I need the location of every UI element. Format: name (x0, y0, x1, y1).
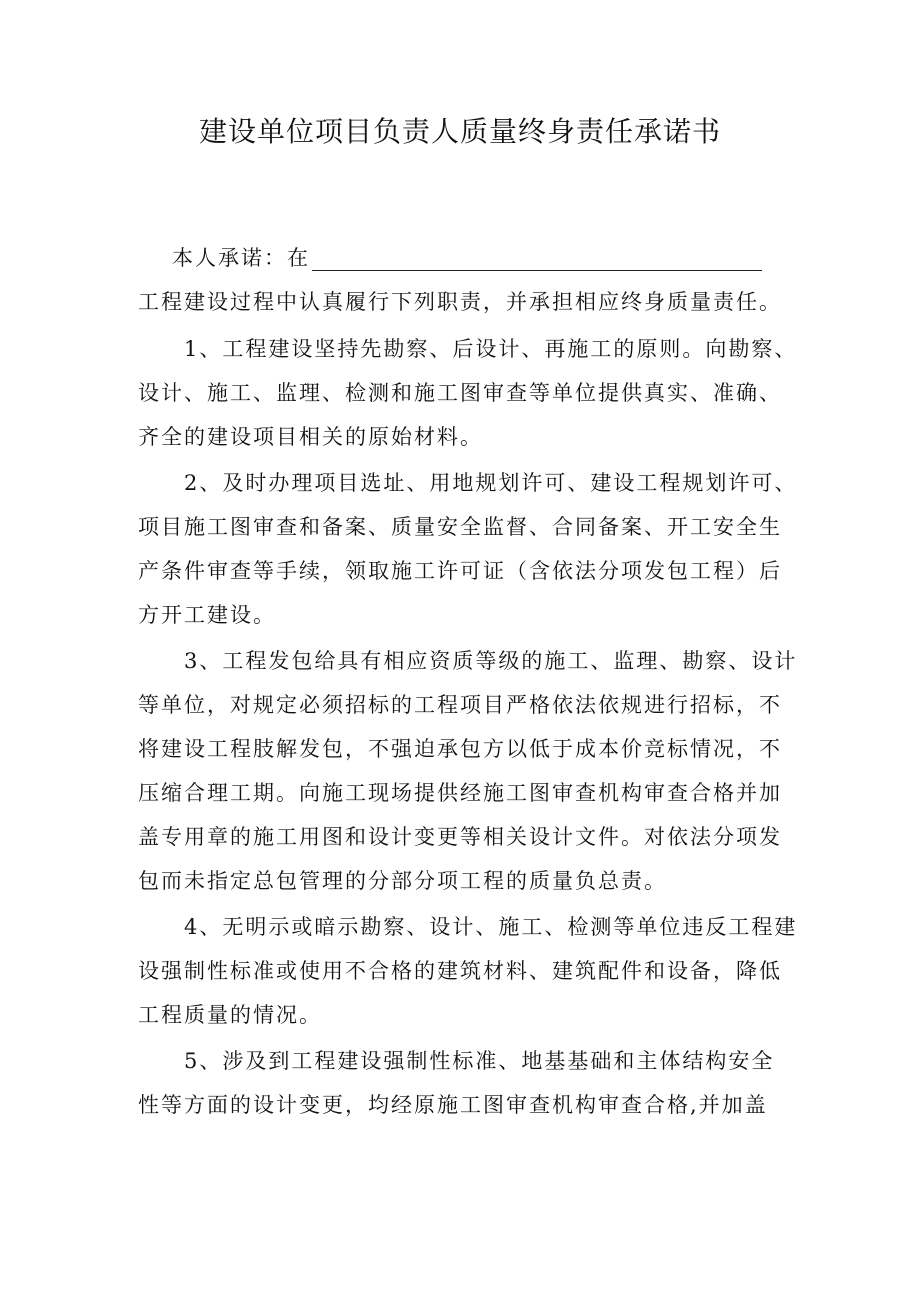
item5-line2: 性等方面的设计变更，均经原施工图审查机构审查合格,并加盖 (138, 1093, 768, 1117)
item3-line4: 压缩合理工期。向施工现场提供经施工图审查机构审查合格并加 (138, 781, 782, 805)
intro-prefix: 本人承诺：在 (172, 246, 310, 270)
item3-line2: 等单位，对规定必须招标的工程项目严格依法依规进行招标，不 (138, 693, 782, 717)
item1-line1: 1、工程建设坚持先勘察、后设计、再施工的原则。向勘察、 (184, 337, 798, 361)
item4-line2: 设强制性标准或使用不合格的建筑材料、建筑配件和设备，降低 (138, 959, 782, 983)
item1-line2: 设计、施工、监理、检测和施工图审查等单位提供真实、准确、 (138, 381, 782, 405)
intro-line (172, 242, 762, 274)
item3-line6: 包而未指定总包管理的分部分项工程的质量负总责。 (138, 869, 667, 893)
item2-line2: 项目施工图审查和备案、质量安全监督、合同备案、开工安全生 (138, 515, 782, 539)
item2-line4: 方开工建设。 (138, 603, 276, 627)
project-name-blank (312, 248, 762, 271)
item3-line5: 盖专用章的施工用图和设计变更等相关设计文件。对依法分项发 (138, 825, 782, 849)
document-title: 建设单位项目负责人质量终身责任承诺书 (198, 115, 721, 148)
item4-line1: 4、无明示或暗示勘察、设计、施工、检测等单位违反工程建 (184, 915, 798, 939)
item2-line1: 2、及时办理项目选址、用地规划许可、建设工程规划许可、 (184, 471, 798, 495)
item1-line3: 齐全的建设项目相关的原始材料。 (138, 425, 483, 449)
item4-line3: 工程质量的情况。 (138, 1003, 322, 1027)
item2-line3: 产条件审查等手续，领取施工许可证（含依法分项发包工程）后 (138, 559, 782, 583)
intro-continuation: 工程建设过程中认真履行下列职责，并承担相应终身质量责任。 (138, 290, 782, 314)
item3-line3: 将建设工程肢解发包，不强迫承包方以低于成本价竞标情况，不 (138, 737, 782, 761)
item5-line1: 5、涉及到工程建设强制性标准、地基基础和主体结构安全 (184, 1049, 775, 1073)
item3-line1: 3、工程发包给具有相应资质等级的施工、监理、勘察、设计 (184, 649, 798, 673)
